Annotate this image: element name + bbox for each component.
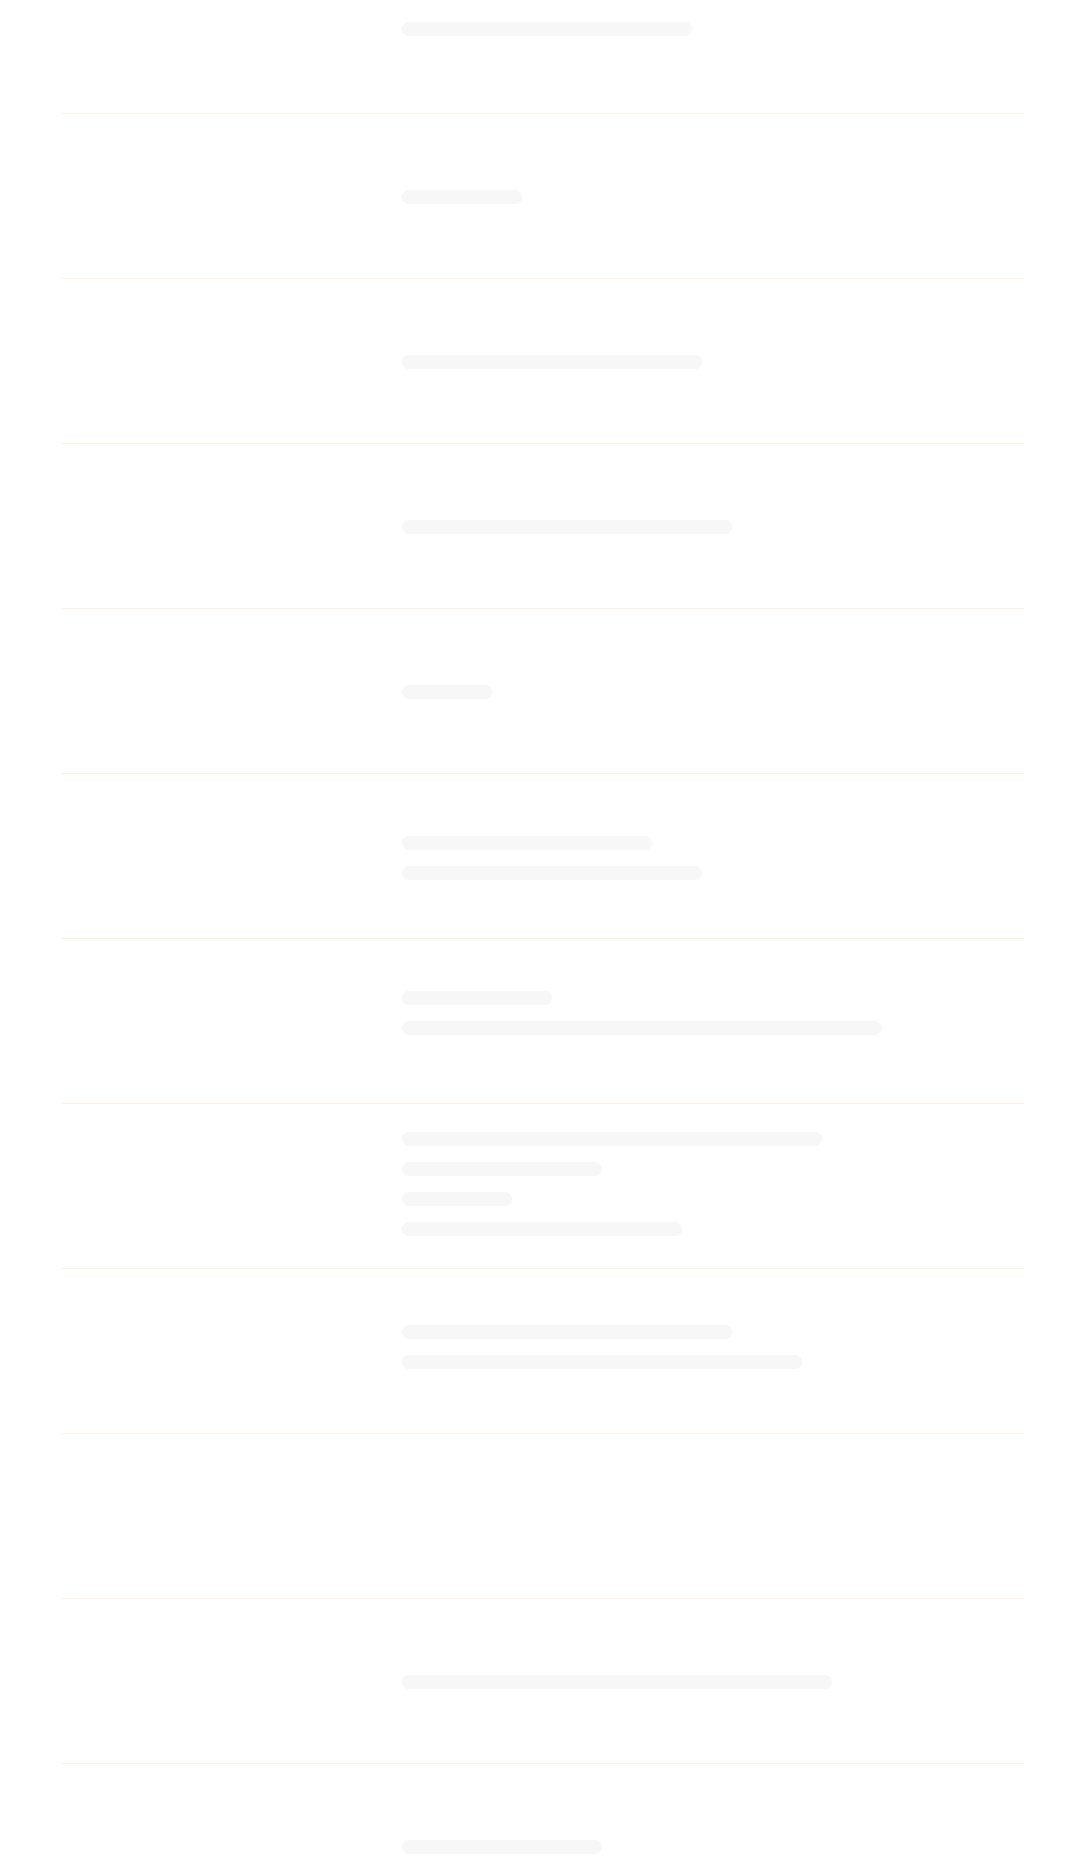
list-item[interactable]: [62, 1104, 1024, 1269]
list-item[interactable]: [62, 774, 1024, 939]
text-placeholder: [402, 190, 522, 204]
list-item[interactable]: [62, 609, 1024, 774]
list-item[interactable]: [62, 1269, 1024, 1434]
text-placeholder: [402, 520, 732, 534]
list-item[interactable]: [62, 1599, 1024, 1764]
list-item[interactable]: [62, 444, 1024, 609]
text-placeholder: [402, 1222, 682, 1236]
text-placeholder: [402, 685, 492, 699]
list-item[interactable]: [62, 939, 1024, 1104]
text-placeholder: [402, 1840, 602, 1854]
text-placeholder: [402, 1021, 882, 1035]
text-placeholder: [402, 22, 692, 36]
list-item[interactable]: [62, 0, 1024, 114]
text-placeholder: [402, 866, 702, 880]
text-placeholder: [402, 1325, 732, 1339]
text-placeholder: [402, 836, 652, 850]
text-placeholder: [402, 1675, 832, 1689]
list-item[interactable]: [62, 1764, 1024, 1867]
text-placeholder: [402, 1192, 512, 1206]
text-placeholder: [402, 1132, 822, 1146]
list-item[interactable]: [62, 114, 1024, 279]
list-item[interactable]: [62, 279, 1024, 444]
text-placeholder: [402, 355, 702, 369]
loading-list: [62, 0, 1024, 1867]
list-item[interactable]: [62, 1434, 1024, 1599]
text-placeholder: [402, 1162, 602, 1176]
text-placeholder: [402, 1355, 802, 1369]
text-placeholder: [402, 991, 552, 1005]
